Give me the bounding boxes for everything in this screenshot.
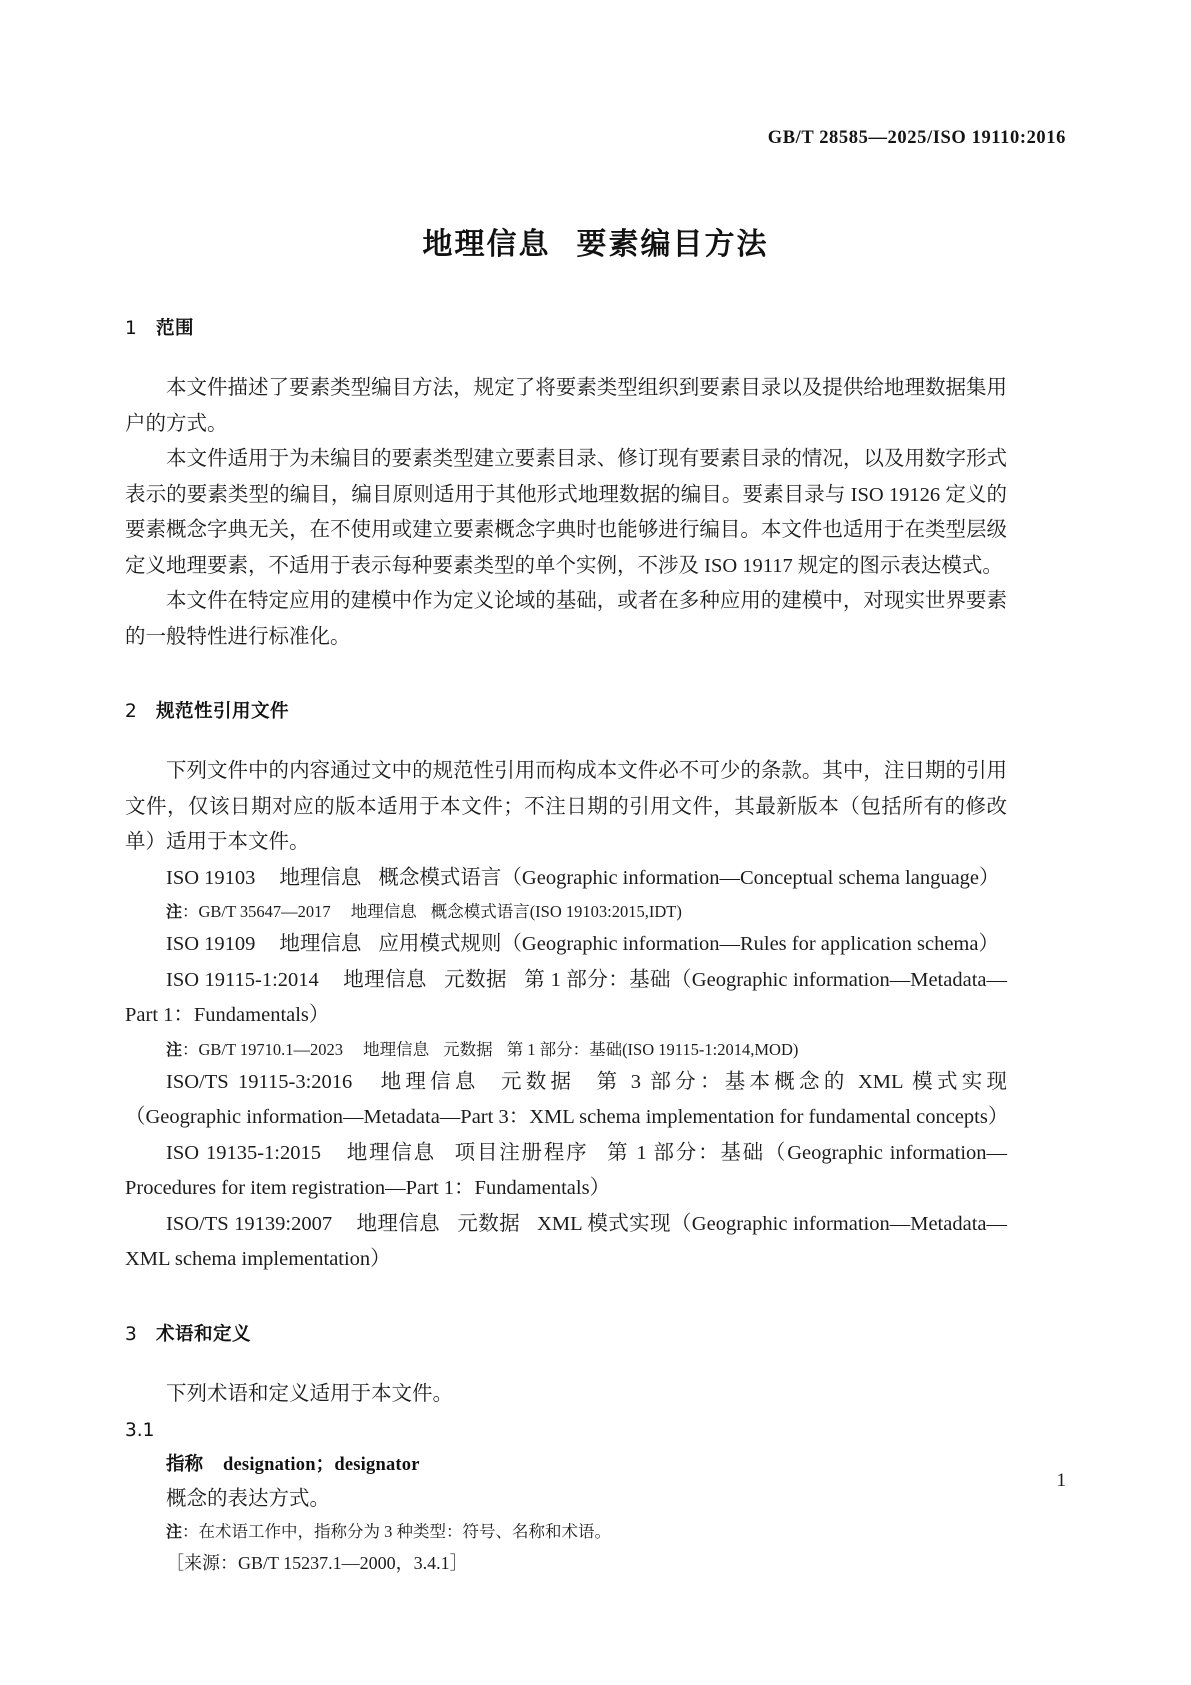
reference-entry: [125, 1207, 1007, 1278]
reference-code: ISO/TS 19115-3:2016: [166, 1070, 353, 1093]
reference-cn-part: 第 3 部分：基本概念的 XML 模式实现: [592, 1070, 1008, 1093]
term-note: [125, 1516, 1007, 1547]
clause1-paragraph-1: 本文件描述了要素类型编目方法，规定了将要素类型组织到要素目录以及提供给地理数据集用户的方式。: [125, 377, 1007, 435]
reference-code: ISO 19115-1:2014: [166, 968, 319, 991]
reference-cn-part: XML 模式实现: [537, 1212, 671, 1235]
page-number: 1: [1056, 1470, 1066, 1491]
reference-code: ISO 19103: [166, 866, 256, 889]
note-label: 注: [166, 902, 183, 922]
reference-cn-subtitle: 元数据: [496, 1070, 576, 1093]
clause-heading-1: [125, 318, 1007, 340]
clause-heading-2: [125, 701, 1007, 723]
reference-cn-title: 地理信息: [279, 933, 362, 956]
reference-cn-subtitle: 应用模式规则: [378, 933, 502, 956]
reference-cn-subtitle: 元数据: [457, 1212, 521, 1235]
document-body: [125, 318, 1007, 1580]
term-name: [125, 1448, 1007, 1482]
clause-title-1: 范围: [156, 318, 195, 339]
reference-en-title: （Geographic information—Conceptual schema language）: [501, 866, 1000, 889]
reference-entry: [125, 1065, 1007, 1136]
title-part-2: 要素编目方法: [576, 227, 769, 262]
clause1-paragraph-3: 本文件在特定应用的建模中作为定义论域的基础，或者在多种应用的建模中，对现实世界要素的一般特性进行标准化。: [125, 590, 1007, 648]
reference-entry: [125, 927, 1007, 963]
reference-code: ISO 19135-1:2015: [166, 1141, 321, 1164]
term-number: 3.1: [125, 1419, 155, 1441]
clause-title-2: 规范性引用文件: [156, 701, 290, 723]
clause1-paragraph-2: 本文件适用于为未编目的要素类型建立要素目录、修订现有要素目录的情况，以及用数字形式表示的要素类型的编目，编目原则适用于其他形式地理数据的编目。要素目录与 ISO 19126 定义的要素概念字典无关，在不使用或建立要素概念字典时也能够进行编目。本文件也适用于在类型层级定义地理要素，不适用于表示每种要素类型的单个实例，不涉及 ISO 19117 规定的图示表达模式。: [125, 448, 1007, 577]
clause2-intro: 下列文件中的内容通过文中的规范性引用而构成本文件必不可少的条款。其中，注日期的引用文件，仅该日期对应的版本适用于本文件；不注日期的引用文件，其最新版本（包括所有的修改单）适用于本文件。: [125, 760, 1007, 854]
reference-cn-title: 地理信息: [279, 866, 362, 889]
note-code: GB/T 19710.1—2023: [198, 1039, 344, 1059]
reference-cn-subtitle: 概念模式语言: [378, 866, 502, 889]
note-en-title: (ISO 19103:2015,IDT): [529, 902, 682, 922]
reference-cn-subtitle: 元数据: [443, 968, 507, 991]
term-en: designation；designator: [223, 1454, 420, 1475]
clause-title-3: 术语和定义: [156, 1323, 252, 1345]
reference-code: ISO/TS 19139:2007: [166, 1212, 333, 1235]
reference-code: ISO 19109: [166, 933, 256, 956]
note-code: GB/T 35647—2017: [198, 902, 331, 922]
note-cn-subtitle: 元数据: [443, 1039, 493, 1059]
reference-entry: [125, 963, 1007, 1034]
reference-en-title: （Geographic information—Metadata—Part 3：XML schema implementation for fundamental concepts）: [125, 1106, 1009, 1129]
reference-note: 注：GB/T 35647—2017 地理信息 概念模式语言(ISO 19103:2015,IDT): [166, 902, 682, 922]
reference-cn-part: 第 1 部分：基础: [605, 1141, 765, 1164]
clause3-intro: 下列术语和定义适用于本文件。: [166, 1383, 453, 1406]
term-definition: 概念的表达方式。: [166, 1487, 330, 1510]
reference-cn-title: 地理信息: [344, 1141, 436, 1164]
reference-en-title: （Geographic information—Metadata—XML schema implementation）: [125, 1212, 1007, 1271]
note-cn-title: 地理信息: [350, 902, 417, 922]
reference-cn-title: 地理信息: [342, 968, 427, 991]
page-title: [0, 219, 1191, 263]
term-cn: 指称: [166, 1453, 204, 1475]
reference-en-title: （Geographic information—Metadata—Part 1：Fundamentals）: [125, 968, 1007, 1027]
term-source: ［来源：GB/T 15237.1—2000，3.4.1］: [166, 1552, 468, 1573]
reference-cn-part: 第 1 部分：基础: [523, 968, 671, 991]
title-part-1: 地理信息: [422, 227, 551, 262]
reference-entry: [125, 861, 1007, 897]
clause-number-2: 2: [125, 701, 138, 723]
clause-heading-3: [125, 1324, 1007, 1346]
reference-en-title: （Geographic information—Rules for application schema）: [501, 933, 999, 956]
note-cn-title: 地理信息: [363, 1039, 430, 1059]
reference-cn-subtitle: 项目注册程序: [452, 1141, 589, 1164]
note-cn-part: 第 1 部分：基础: [506, 1039, 623, 1059]
note-cn-subtitle: 概念模式语言: [430, 902, 530, 922]
reference-entry: [125, 1136, 1007, 1207]
clause-number-3: 3: [125, 1323, 138, 1345]
note-en-title: (ISO 19115-1:2014,MOD): [622, 1039, 799, 1059]
note-label: 注: [166, 1039, 183, 1059]
reference-cn-title: 地理信息: [376, 1070, 480, 1093]
running-header: GB/T 28585—2025/ISO 19110:2016: [767, 128, 1066, 148]
clause-number-1: 1: [125, 318, 138, 339]
reference-en-title: （Geographic information—Procedures for item registration—Part 1：Fundamentals）: [125, 1141, 1008, 1200]
term-note-text: ：在术语工作中，指称分为 3 种类型：符号、名称和术语。: [182, 1521, 612, 1541]
reference-note: 注：GB/T 19710.1—2023 地理信息 元数据 第 1 部分：基础(ISO 19115-1:2014,MOD): [166, 1039, 799, 1059]
term-note-label: 注: [166, 1521, 183, 1541]
reference-cn-title: 地理信息: [356, 1212, 441, 1235]
